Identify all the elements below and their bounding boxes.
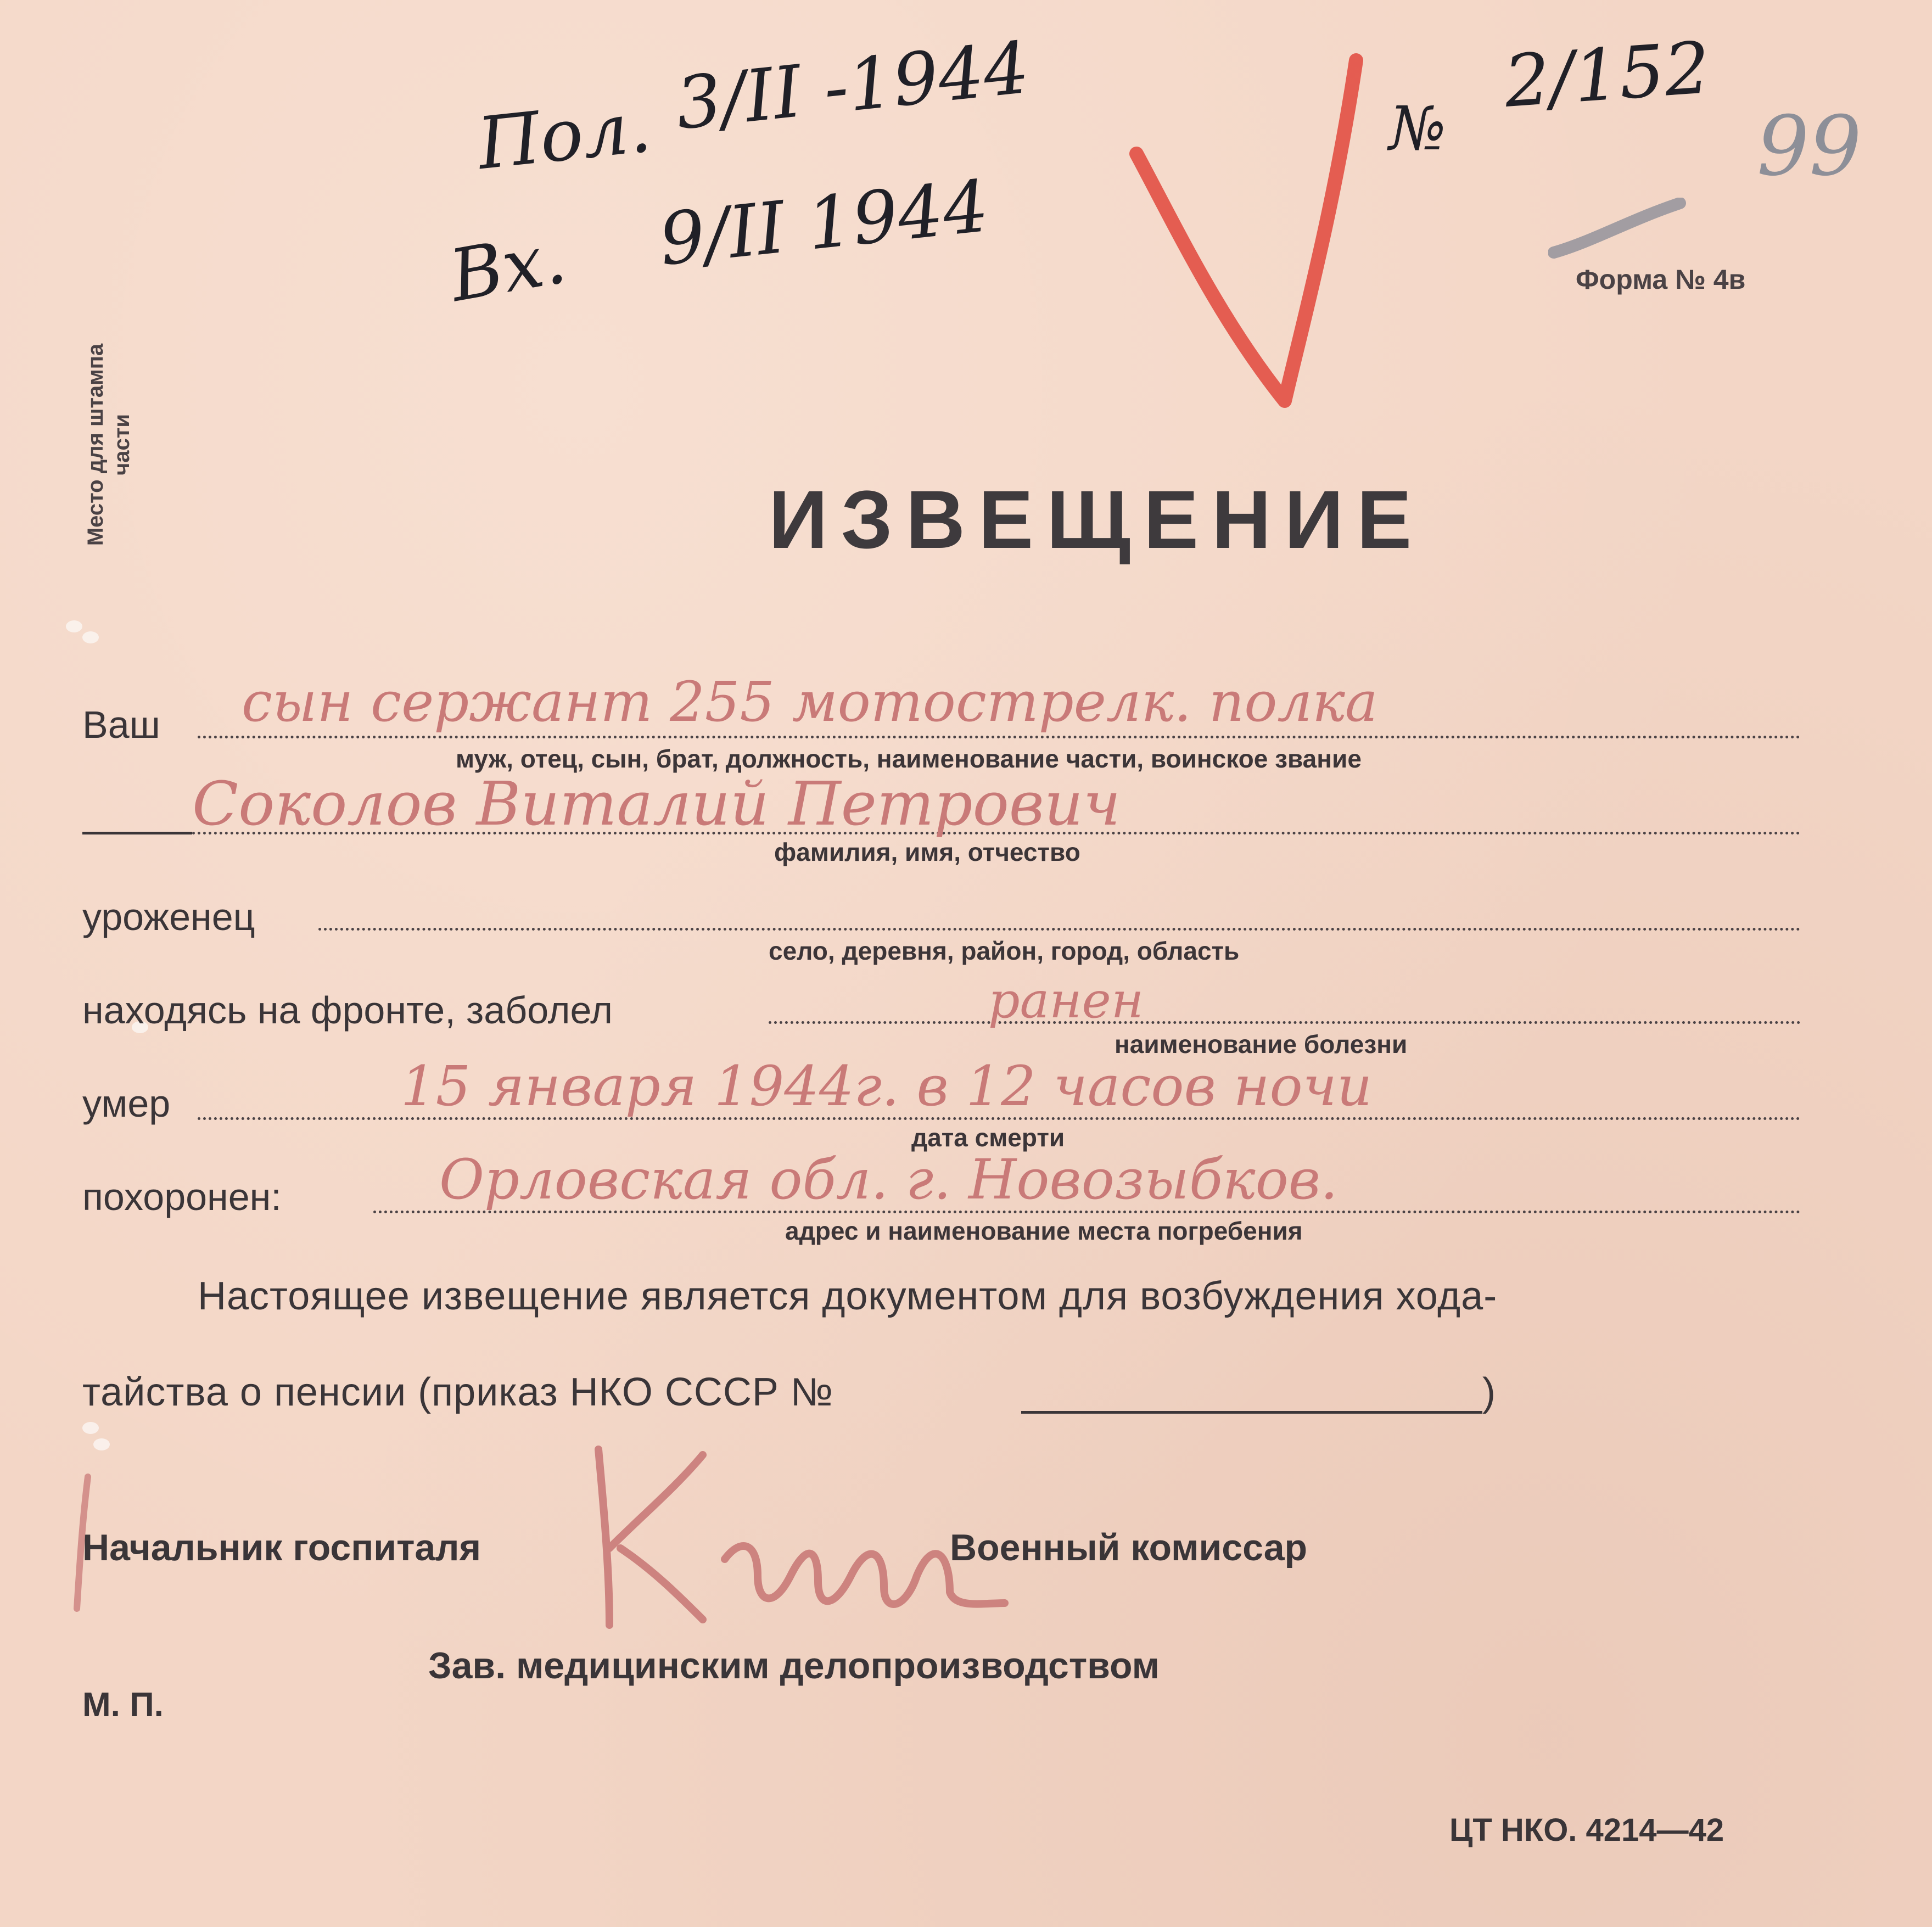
name-lead-line [82, 832, 192, 834]
name-caption: фамилия, имя, отчество [774, 838, 1080, 866]
red-checkmark-icon [1125, 44, 1400, 417]
out-date: 9/II 1944 [655, 164, 993, 282]
vash-value: сын сержант 255 мотострелк. полка [242, 670, 1378, 734]
received-date: 3/II -1944 [671, 25, 1033, 146]
born-caption: село, деревня, район, город, область [769, 937, 1240, 965]
illness-line [769, 1021, 1801, 1024]
print-code: ЦТ НКО. 4214—42 [1449, 1812, 1724, 1848]
ref-number: 2/152 [1502, 26, 1713, 124]
vash-line [198, 736, 1801, 738]
vash-label: Ваш [82, 703, 160, 746]
stamp-place: Место для штампа части [83, 343, 134, 546]
margin-red-mark [66, 1471, 99, 1614]
form-number: Форма № 4в [1576, 264, 1746, 295]
illness-value: ранен [988, 972, 1144, 1029]
punch-hole [82, 1422, 99, 1434]
order-number-line [1021, 1411, 1482, 1414]
grey-number: 99 [1757, 99, 1862, 194]
buried-value: Орловская обл. г. Новозыбков. [439, 1147, 1338, 1212]
buried-caption: адрес и наименование места погребения [785, 1217, 1303, 1245]
military-commissar-title: Военный комиссар [950, 1527, 1308, 1569]
received-label: Пол. [473, 84, 655, 186]
buried-label: похоронен: [82, 1175, 282, 1218]
punch-hole [82, 631, 99, 643]
body-line-2-end: ) [1482, 1370, 1496, 1414]
died-value: 15 января 1944г. в 12 часов ночи [401, 1054, 1373, 1118]
out-label: Вх. [444, 215, 572, 318]
died-caption: дата смерти [911, 1123, 1065, 1152]
head-hospital-title: Начальник госпиталя [82, 1527, 481, 1569]
body-line-2-start: тайства о пенсии (приказ НКО СССР № [82, 1370, 834, 1414]
vash-caption: муж, отец, сын, брат, должность, наименование части, воинское звание [456, 744, 1362, 773]
body-line-1: Настоящее извещение является документом для возбуждения хода- [198, 1274, 1498, 1318]
punch-hole [93, 1438, 110, 1450]
born-line [318, 928, 1801, 931]
illness-label: находясь на фронте, заболел [82, 989, 613, 1032]
pencil-dash-mark [1548, 198, 1691, 264]
name-value: Соколов Виталий Петрович [192, 769, 1121, 839]
document-title: ИЗВЕЩЕНИЕ [769, 473, 1425, 565]
signature-scribble [576, 1427, 1027, 1636]
born-label: уроженец [82, 895, 255, 938]
illness-caption: наименование болезни [1115, 1030, 1408, 1058]
seal-place: М. П. [82, 1686, 164, 1724]
med-records-title: Зав. медицинским делопроизводством [428, 1645, 1160, 1687]
ref-prefix: № [1389, 93, 1447, 164]
died-label: умер [82, 1082, 171, 1125]
punch-hole [66, 620, 82, 632]
